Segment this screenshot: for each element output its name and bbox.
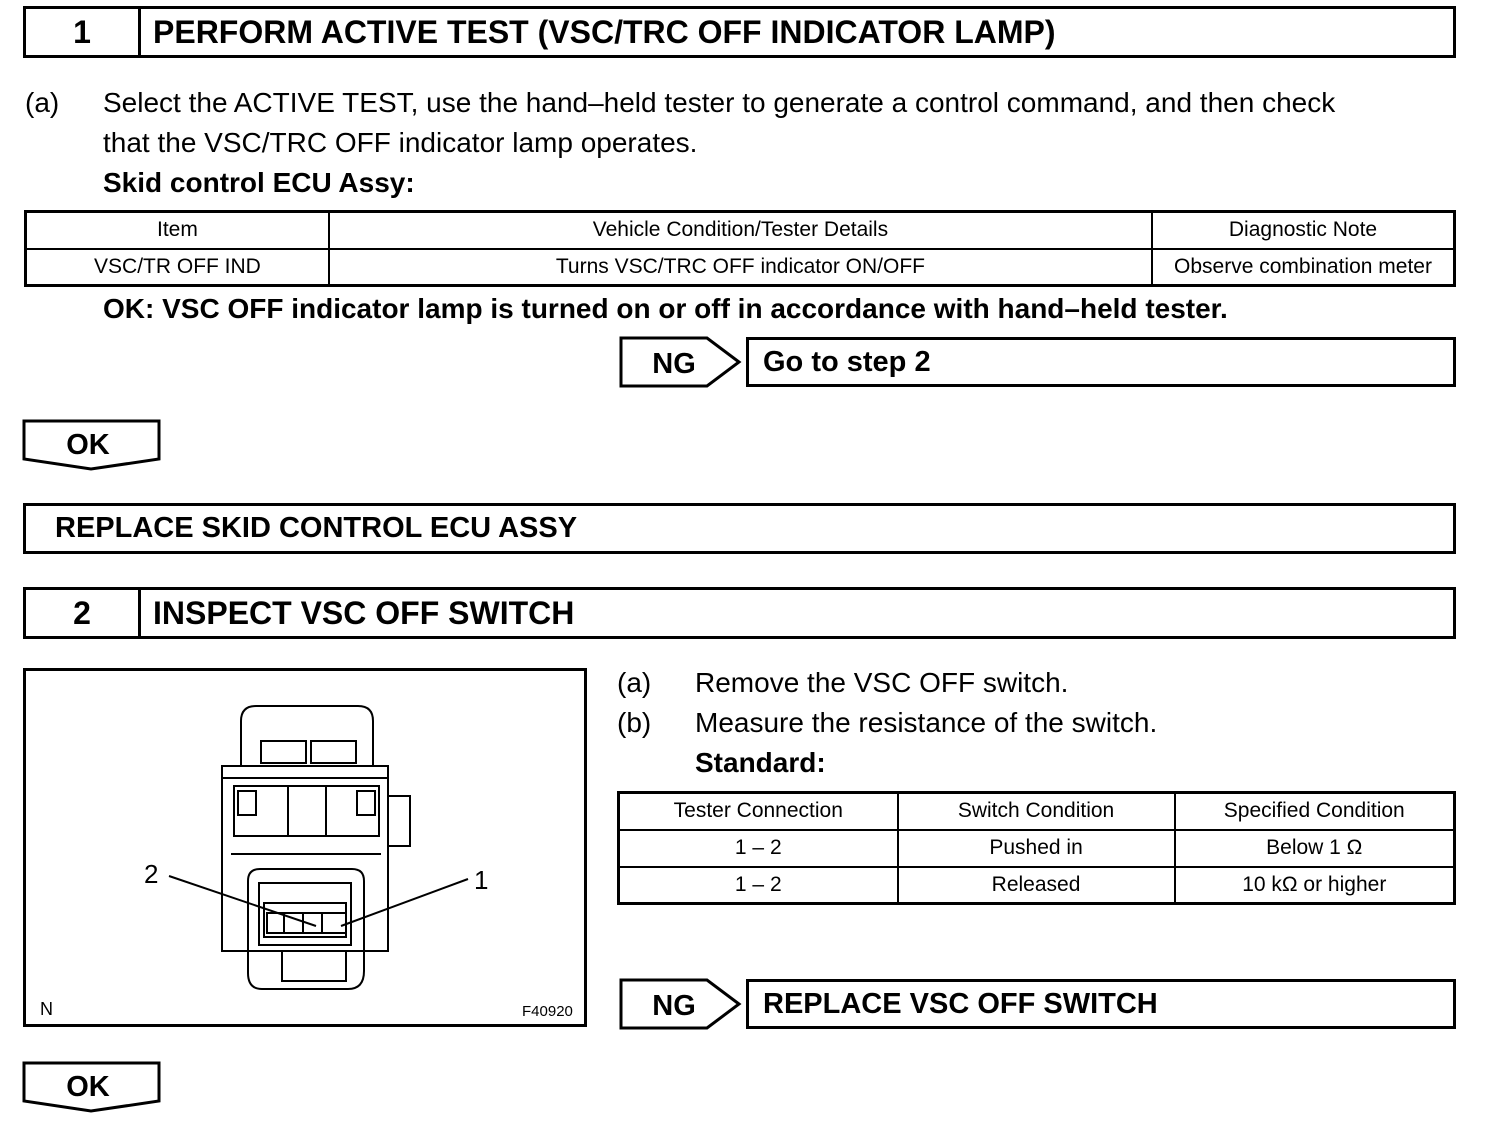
pin-label-2: 2 xyxy=(144,859,159,889)
table-header-cell: Vehicle Condition/Tester Details xyxy=(329,212,1152,249)
step1-ng-label: NG xyxy=(652,348,696,380)
step2-title: INSPECT VSC OFF SWITCH xyxy=(153,595,575,631)
step1-header xyxy=(23,6,1456,58)
step2-ok-arrow xyxy=(22,1061,162,1113)
table-row xyxy=(619,867,1455,904)
step1-item-a-line1: Select the ACTIVE TEST, use the hand–held tester to generate a control command, and then check xyxy=(103,87,1336,118)
step1-item-a-line2: that the VSC/TRC OFF indicator lamp operates. xyxy=(103,127,698,158)
step1-number: 1 xyxy=(26,9,141,55)
table-cell: 10 kΩ or higher xyxy=(1175,867,1455,904)
table-row xyxy=(26,249,1455,286)
table-cell: Turns VSC/TRC OFF indicator ON/OFF xyxy=(329,249,1152,286)
connector-illustration xyxy=(26,671,584,1024)
table-cell: 1 – 2 xyxy=(619,867,898,904)
table-cell: VSC/TR OFF IND xyxy=(26,249,329,286)
table-cell: Released xyxy=(898,867,1175,904)
step2-ng-label: NG xyxy=(652,990,696,1022)
table-header-cell: Tester Connection xyxy=(619,793,898,830)
table-cell: Pushed in xyxy=(898,830,1175,867)
step1-ng-action-box xyxy=(746,337,1456,387)
step2-ok-label: OK xyxy=(66,1071,110,1103)
figure-corner-label: N xyxy=(40,999,53,1019)
step1-result-text: REPLACE SKID CONTROL ECU ASSY xyxy=(55,512,578,544)
step2-ng-action-box xyxy=(746,979,1456,1029)
table-header-row xyxy=(619,793,1455,830)
step1-ng-arrow xyxy=(619,336,743,388)
step1-result-box xyxy=(23,503,1456,554)
table-header-row xyxy=(26,212,1455,249)
table-cell: Observe combination meter xyxy=(1152,249,1455,286)
step1-title: PERFORM ACTIVE TEST (VSC/TRC OFF INDICATOR LAMP) xyxy=(153,14,1056,50)
step1-item-a-marker: (a) xyxy=(25,87,60,118)
pin-label-1: 1 xyxy=(474,865,489,895)
table-header-cell: Diagnostic Note xyxy=(1152,212,1455,249)
switch-connector-figure xyxy=(23,668,587,1027)
figure-code: F40920 xyxy=(522,1003,573,1020)
step2-item-b-marker: (b) xyxy=(617,707,652,738)
step2-ng-action: REPLACE VSC OFF SWITCH xyxy=(763,988,1158,1020)
table-header-cell: Switch Condition xyxy=(898,793,1175,830)
step2-item-b: Measure the resistance of the switch. xyxy=(695,707,1158,738)
step2-item-a: Remove the VSC OFF switch. xyxy=(695,667,1069,698)
table-row xyxy=(619,830,1455,867)
table-header-cell: Item xyxy=(26,212,329,249)
step1-table xyxy=(24,210,1456,287)
table-cell: 1 – 2 xyxy=(619,830,898,867)
step1-ok-label: OK xyxy=(66,429,110,461)
step2-item-a-marker: (a) xyxy=(617,667,652,698)
step2-ng-arrow xyxy=(619,978,743,1030)
step1-ng-action: Go to step 2 xyxy=(763,346,931,378)
step2-table xyxy=(617,791,1456,905)
step2-number: 2 xyxy=(26,590,141,636)
step2-header xyxy=(23,587,1456,639)
step2-subheading: Standard: xyxy=(695,747,826,778)
step1-ok-arrow xyxy=(22,419,162,471)
step1-subheading: Skid control ECU Assy: xyxy=(103,167,415,198)
table-cell: Below 1 Ω xyxy=(1175,830,1455,867)
table-header-cell: Specified Condition xyxy=(1175,793,1455,830)
step1-ok-criteria: OK: VSC OFF indicator lamp is turned on or off in accordance with hand–held tester. xyxy=(103,293,1228,324)
